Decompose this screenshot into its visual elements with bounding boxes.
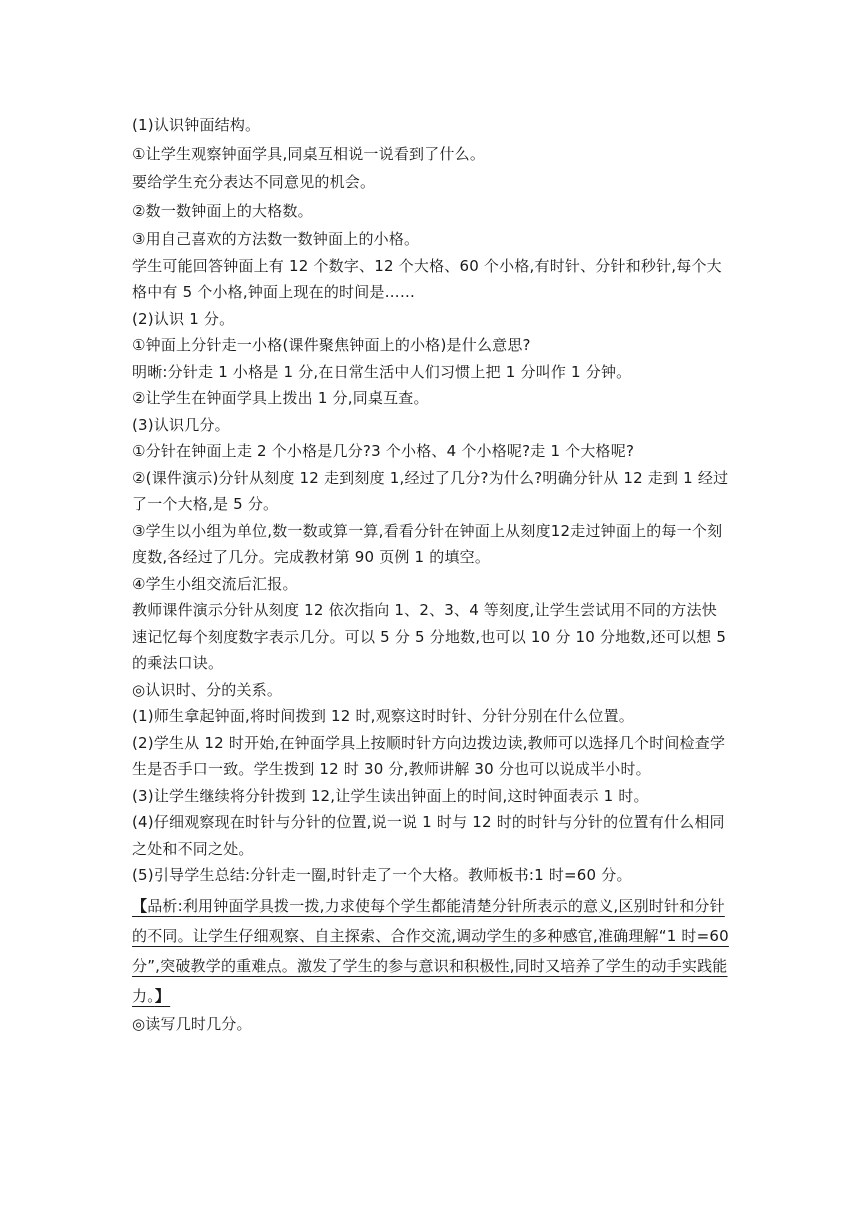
paragraph: ②让学生在钟面学具上拨出 1 分,同桌互查。 bbox=[132, 389, 429, 407]
paragraph: ②数一数钟面上的大格数。 bbox=[132, 201, 313, 220]
paragraph: 学生可能回答钟面上有 12 个数字、12 个大格、60 个小格,有时针、分针和秒针,每个大格中有 5 个小格,钟面上现在的时间是…… bbox=[132, 256, 722, 301]
paragraph: 要给学生充分表达不同意见的机会。 bbox=[132, 173, 376, 191]
paragraph: (4)仔细观察现在时针与分针的位置,说一说 1 时与 12 时的时针与分针的位置有什么相同之处和不同之处。 bbox=[132, 813, 725, 858]
paragraph: (2)学生从 12 时开始,在钟面学具上按顺时针方向边拨边读,教师可以选择几个时间检查学生是否手口一致。学生拨到 12 时 30 分,教师讲解 30 分也可以说成半小时。 bbox=[132, 733, 726, 778]
paragraph: ①让学生观察钟面学具,同桌互相说一说看到了什么。 bbox=[132, 144, 486, 163]
comment-text: 品析:利用钟面学具拨一拨,力求使每个学生都能清楚分针所表示的意义,区别时针和分针的不同。让学生仔细观察、自主探索、合作交流,调动学生的多种感官,准确理解“1 时=60 分”,突破教学的重难点。激发了学生的参与意识和积极性,同时又培养了学生的动手实践能力。 bbox=[132, 896, 729, 1005]
section-heading: ◎认识时、分的关系。 bbox=[132, 680, 283, 699]
section-heading: ◎读写几时几分。 bbox=[132, 1014, 252, 1033]
paragraph: (2)认识 1 分。 bbox=[132, 309, 235, 328]
paragraph: ①钟面上分针走一小格(课件聚焦钟面上的小格)是什么意思? bbox=[132, 336, 531, 354]
paragraph: (5)引导学生总结:分针走一圈,时针走了一个大格。教师板书:1 时=60 分。 bbox=[132, 866, 632, 884]
paragraph: ①分针在钟面上走 2 个小格是几分?3 个小格、4 个小格呢?走 1 个大格呢? bbox=[132, 442, 635, 460]
paragraph: (3)认识几分。 bbox=[132, 415, 230, 434]
comment-block bbox=[132, 891, 732, 1011]
paragraph: ②(课件演示)分针从刻度 12 走到刻度 1,经过了几分?为什么?明确分针从 12 走到 1 经过了一个大格,是 5 分。 bbox=[132, 468, 729, 513]
comment-close-bracket: 】 bbox=[154, 986, 171, 1005]
paragraph: ③学生以小组为单位,数一数或算一算,看看分针在钟面上从刻度12走过钟面上的每一个刻度数,各经过了几分。完成教材第 90 页例 1 的填空。 bbox=[132, 521, 723, 566]
paragraph: (1)认识钟面结构。 bbox=[132, 116, 261, 134]
comment-open-bracket: 【 bbox=[132, 896, 148, 915]
document-body bbox=[132, 112, 732, 1037]
paragraph: (3)让学生继续将分针拨到 12,让学生读出钟面上的时间,这时钟面表示 1 时。 bbox=[132, 786, 649, 805]
paragraph: ④学生小组交流后汇报。 bbox=[132, 574, 298, 593]
paragraph: (1)师生拿起钟面,将时间拨到 12 时,观察这时时针、分针分别在什么位置。 bbox=[132, 707, 635, 725]
paragraph: 教师课件演示分针从刻度 12 依次指向 1、2、3、4 等刻度,让学生尝试用不同的方法快速记忆每个刻度数字表示几分。可以 5 分 5 分地数,也可以 10 分 10 分地数,还可以想 5 的乘法口诀。 bbox=[132, 601, 732, 672]
paragraph: 明晰:分针走 1 小格是 1 分,在日常生活中人们习惯上把 1 分叫作 1 分钟。 bbox=[132, 362, 632, 381]
paragraph: ③用自己喜欢的方法数一数钟面上的小格。 bbox=[132, 230, 420, 248]
